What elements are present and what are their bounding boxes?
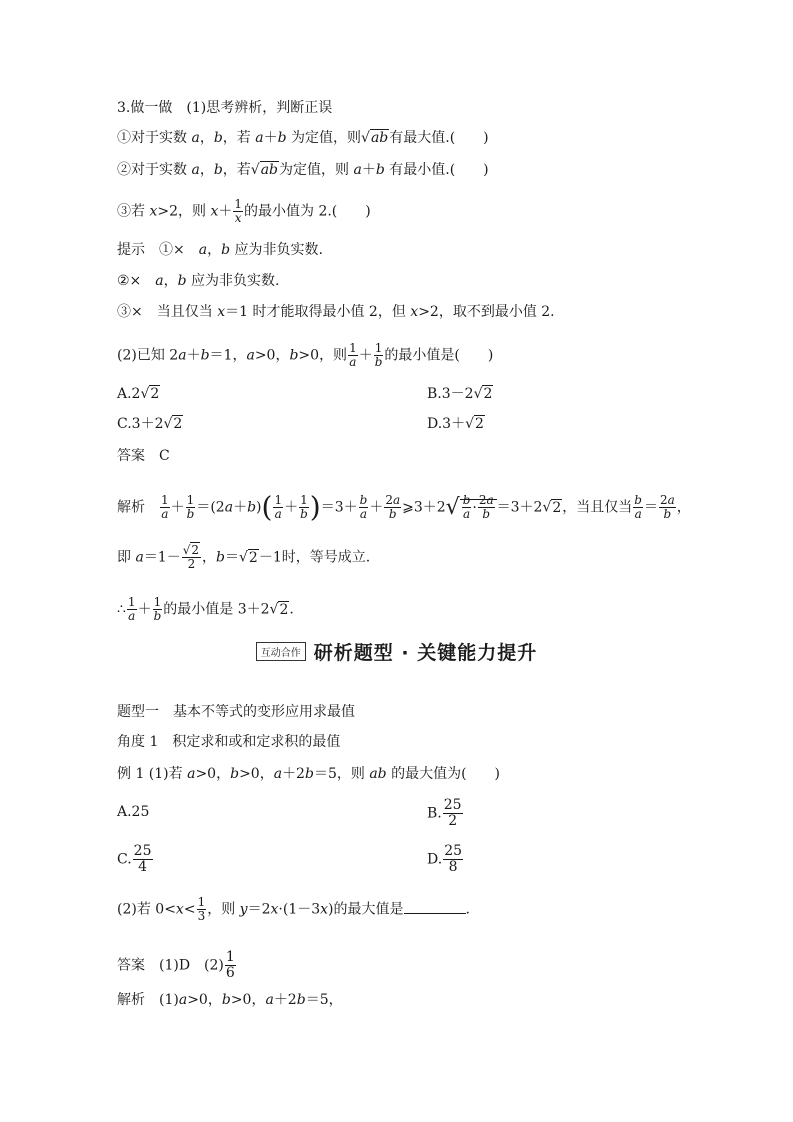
section-tag: 互动合作 bbox=[256, 642, 306, 661]
example-1-part-2: (2)若 0<x< $\frac{1}{3}$ ，则 y＝2x·(1－3x)的最大值是 . bbox=[117, 895, 470, 923]
analysis-q2-conclusion: ∴ $\frac{1}{a}$ ＋ $\frac{1}{b}$ 的最小值是 3＋2√2. bbox=[117, 595, 294, 623]
option-d: D.3＋√2 bbox=[427, 416, 484, 432]
judge-item-3: ③若 x>2，则 x＋ $\frac{1}{x}$ 的最小值为 2.( ) bbox=[117, 197, 371, 225]
type-1-title: 题型一 基本不等式的变形应用求最值 bbox=[117, 704, 355, 720]
example-option-b: B. $\frac{25}{2}$ bbox=[427, 797, 462, 829]
option-b: B.3－2√2 bbox=[427, 386, 493, 402]
answer-q2: 答案 C bbox=[117, 448, 170, 464]
judge-item-2: ②对于实数 a，b，若√ab为定值，则 a＋b 有最小值.( ) bbox=[117, 162, 489, 178]
section-title: 研析题型 · 关键能力提升 bbox=[313, 642, 538, 664]
question-2-stem: (2)已知 2a＋b＝1，a>0，b>0，则 $\frac{1}{a}$ ＋ $\frac{1}{b}$ 的最小值是( ) bbox=[117, 341, 494, 369]
example-option-d: D. $\frac{25}{8}$ bbox=[427, 843, 463, 875]
section-header bbox=[0, 638, 793, 665]
practice-heading: 3.做一做 (1)思考辨析，判断正误 bbox=[117, 100, 333, 116]
example-option-a: A.25 bbox=[117, 804, 150, 820]
analysis-q2-equality: 即 a＝1－ $\frac{√2}{2}$ ，b＝√2－1时，等号成立. bbox=[117, 543, 371, 571]
judge-item-1: ①对于实数 a，b，若 a＋b 为定值，则√ab有最大值.( ) bbox=[117, 130, 489, 146]
example-1-analysis: 解析 (1)a>0，b>0，a＋2b＝5， bbox=[117, 992, 343, 1008]
example-option-c: C. $\frac{25}{4}$ bbox=[117, 843, 152, 875]
example-1-answer: 答案 (1)D (2) $\frac{1}{6}$ bbox=[117, 949, 235, 981]
hint-1: 提示 ①× a，b 应为非负实数. bbox=[117, 242, 323, 258]
hint-2: ②× a，b 应为非负实数. bbox=[117, 273, 280, 289]
hint-3: ③× 当且仅当 x＝1 时才能取得最小值 2，但 x>2，取不到最小值 2. bbox=[117, 304, 555, 320]
option-a: A.2√2 bbox=[117, 386, 160, 402]
option-c: C.3＋2√2 bbox=[117, 416, 183, 432]
angle-1-title: 角度 1 积定求和或和定求积的最值 bbox=[117, 734, 341, 750]
analysis-q2: 解析 $\frac{1}{a}$ ＋ $\frac{1}{b}$ ＝(2a＋b)( $\frac{1}{a}$ ＋ $\frac{1}{b}$ )＝3＋ $\frac{b}{a}$ ＋ $\frac{2a}{b}$ ⩾3＋2√ $\frac{b}{a}$ · $\frac{2a}{b}$ ＝3＋2√2，当且仅当 $\frac{b}{a}$ ＝ $\frac{2a}{b}$ ， bbox=[117, 490, 691, 524]
example-1-stem: 例 1 (1)若 a>0，b>0，a＋2b＝5，则 ab 的最大值为( ) bbox=[117, 766, 501, 782]
